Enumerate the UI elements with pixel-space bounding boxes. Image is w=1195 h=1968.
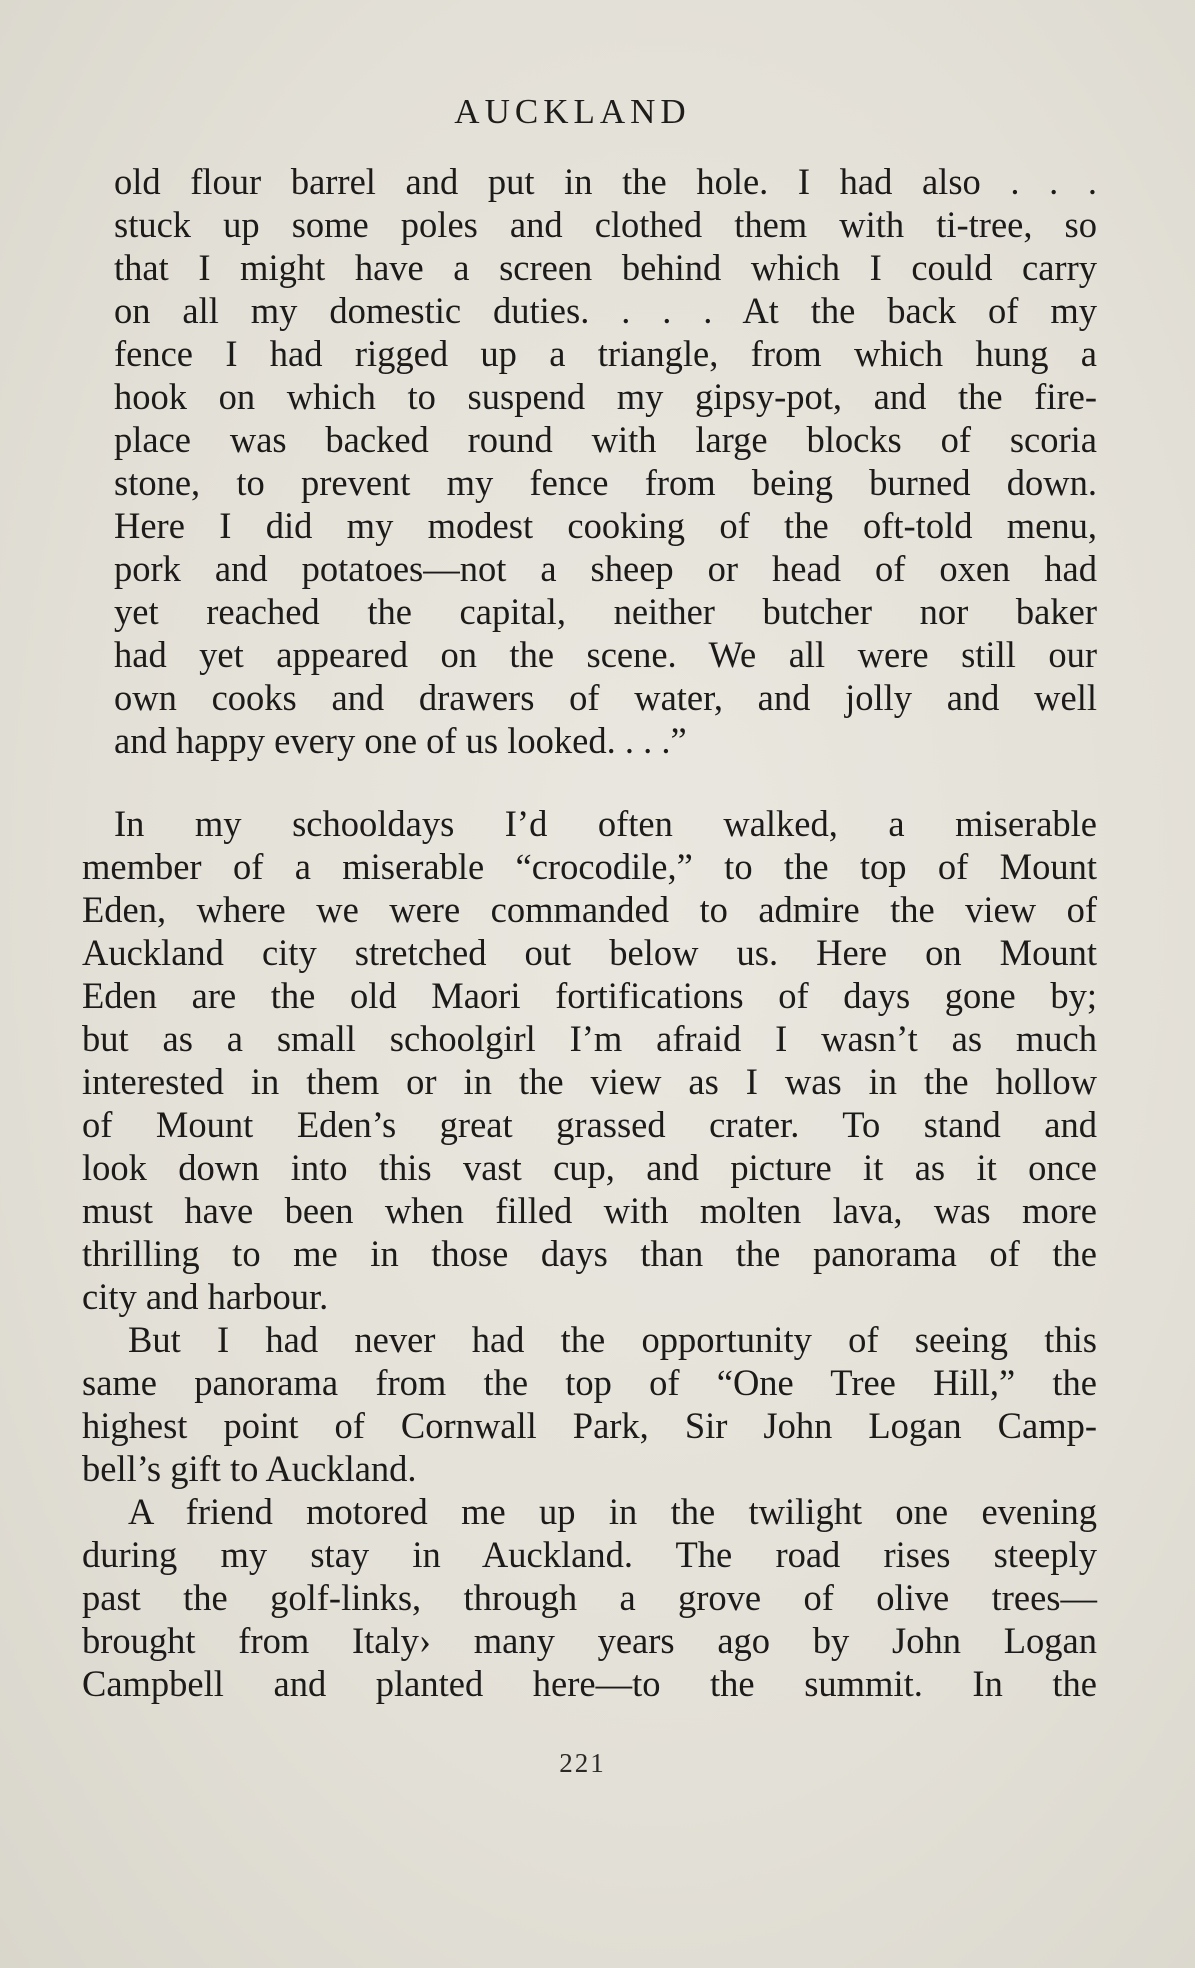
paragraph-line: look down into this vast cup, and picture it as it once: [82, 1147, 1097, 1188]
quote-line: fence I had rigged up a triangle, from which hung a: [114, 333, 1097, 374]
paragraph-line: Auckland city stretched out below us. Here on Mount: [82, 932, 1097, 973]
quote-line: and happy every one of us looked. . . .”: [114, 720, 687, 761]
paragraph-line: thrilling to me in those days than the panorama of the: [82, 1233, 1097, 1274]
paragraph-line: Campbell and planted here—to the summit. In the: [82, 1663, 1097, 1704]
paragraph-line: past the golf-links, through a grove of olive trees—: [82, 1577, 1097, 1618]
paragraph-line: but as a small schoolgirl I’m afraid I wasn’t as much: [82, 1018, 1097, 1059]
quote-line: Here I did my modest cooking of the oft-told menu,: [114, 505, 1097, 546]
paragraph-line: Eden, where we were commanded to admire the view of: [82, 889, 1097, 930]
paragraph-schooldays: [82, 802, 1097, 1318]
page-number: 221: [559, 1748, 606, 1778]
quote-block: [82, 160, 1097, 762]
paragraph-panorama: [82, 1318, 1097, 1490]
paragraph-line: bell’s gift to Auckland.: [82, 1448, 417, 1489]
quote-line: stone, to prevent my fence from being burned down.: [114, 462, 1097, 503]
quote-line: yet reached the capital, neither butcher nor baker: [114, 591, 1097, 632]
paragraph-line: A friend motored me up in the twilight one evening: [128, 1491, 1097, 1532]
paragraph-line: Eden are the old Maori fortifications of days gone by;: [82, 975, 1097, 1016]
paragraph-line: brought from Italy› many years ago by John Logan: [82, 1620, 1097, 1661]
quote-line: place was backed round with large blocks of scoria: [114, 419, 1097, 460]
paragraph-line: highest point of Cornwall Park, Sir John Logan Camp-: [82, 1405, 1097, 1446]
quote-line: had yet appeared on the scene. We all were still our: [114, 634, 1097, 675]
quote-line: own cooks and drawers of water, and jolly and well: [114, 677, 1097, 718]
paragraph-twilight: [82, 1490, 1097, 1705]
body-text: [82, 160, 1097, 1705]
paragraph-line: city and harbour.: [82, 1276, 329, 1317]
quote-line: old flour barrel and put in the hole. I had also . . .: [114, 161, 1097, 202]
running-head: AUCKLAND: [454, 92, 691, 131]
paragraph-gap: [82, 762, 1097, 802]
paragraph-line: during my stay in Auckland. The road rises steeply: [82, 1534, 1097, 1575]
quote-line: on all my domestic duties. . . . At the back of my: [114, 290, 1097, 331]
paragraph-line: In my schooldays I’d often walked, a miserable: [114, 803, 1097, 844]
quote-line: stuck up some poles and clothed them with ti-tree, so: [114, 204, 1097, 245]
paragraph-line: of Mount Eden’s great grassed crater. To stand and: [82, 1104, 1097, 1145]
quote-line: pork and potatoes—not a sheep or head of oxen had: [114, 548, 1097, 589]
quote-line: hook on which to suspend my gipsy-pot, and the fire-: [114, 376, 1097, 417]
paragraph-line: But I had never had the opportunity of seeing this: [128, 1319, 1097, 1360]
paragraph-line: member of a miserable “crocodile,” to the top of Mount: [82, 846, 1097, 887]
paragraph-line: must have been when filled with molten lava, was more: [82, 1190, 1097, 1231]
paragraph-line: same panorama from the top of “One Tree Hill,” the: [82, 1362, 1097, 1403]
quote-line: that I might have a screen behind which I could carry: [114, 247, 1097, 288]
paragraph-line: interested in them or in the view as I was in the hollow: [82, 1061, 1097, 1102]
